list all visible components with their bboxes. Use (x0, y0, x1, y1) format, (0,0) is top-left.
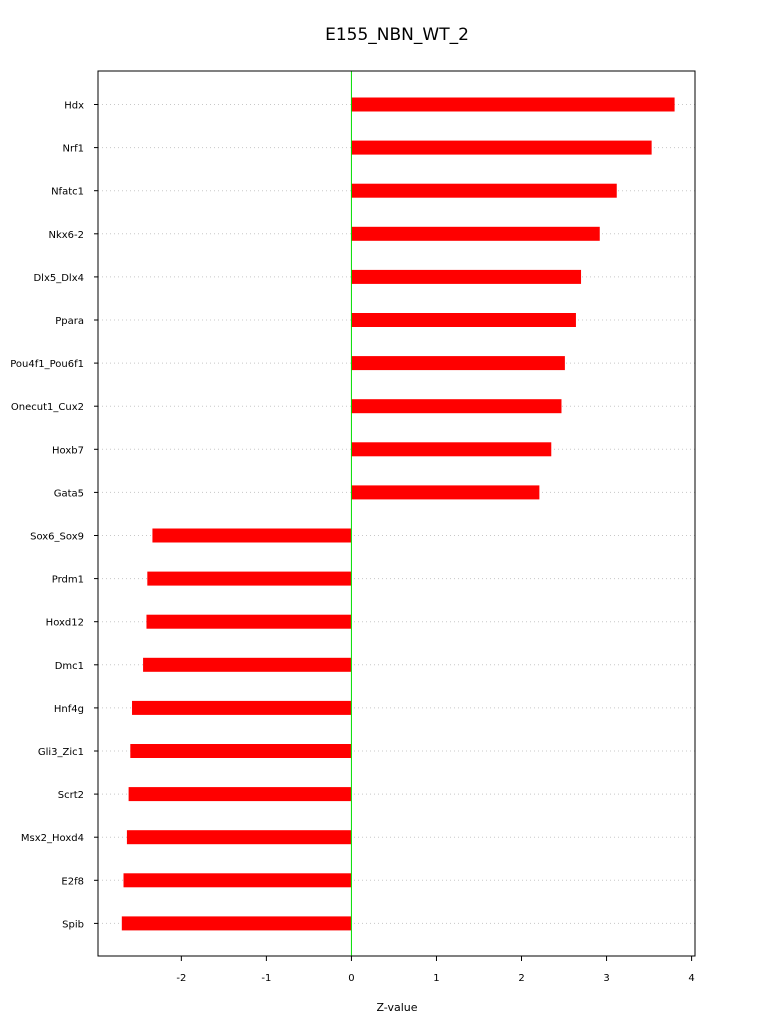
category-label: Ppara (55, 316, 84, 327)
bar (351, 184, 616, 198)
x-tick-label: 0 (348, 973, 355, 984)
bar (124, 873, 352, 887)
chart-title: E155_NBN_WT_2 (325, 25, 469, 45)
category-label: Sox6_Sox9 (30, 531, 84, 543)
bar (351, 98, 674, 112)
category-label: Hoxd12 (45, 617, 84, 629)
category-label: Nrf1 (62, 143, 84, 155)
category-label: Prdm1 (51, 574, 84, 586)
x-tick-label: 3 (603, 973, 610, 984)
bar (152, 529, 351, 543)
plot-frame (98, 71, 695, 956)
category-label: Nfatc1 (51, 186, 84, 198)
x-tick-label: 1 (433, 973, 440, 984)
x-tick-label: 4 (688, 973, 695, 984)
category-label: Dmc1 (54, 660, 84, 672)
category-label: Scrt2 (57, 790, 84, 802)
category-label: Hdx (64, 100, 84, 112)
bar (146, 615, 351, 629)
bars (122, 98, 675, 931)
bar (351, 270, 581, 284)
category-label: Gata5 (53, 488, 84, 500)
x-tick-label: -2 (176, 973, 187, 984)
bar (351, 141, 651, 155)
category-label: Dlx5_Dlx4 (33, 272, 84, 284)
bar (132, 701, 351, 715)
bar (351, 356, 564, 370)
bar (129, 787, 352, 801)
category-label: Pou4f1_Pou6f1 (10, 359, 84, 371)
x-axis-title: Z-value (376, 1001, 418, 1014)
category-labels (10, 101, 98, 931)
category-label: Hoxb7 (52, 445, 84, 457)
bar (130, 744, 351, 758)
bar (351, 227, 599, 241)
bar (143, 658, 351, 672)
x-axis (176, 956, 694, 984)
bar (351, 399, 561, 413)
bar (351, 442, 551, 456)
bar (147, 572, 351, 586)
category-label: Onecut1_Cux2 (10, 402, 84, 414)
category-label: Msx2_Hoxd4 (20, 833, 84, 845)
category-label: Spib (62, 919, 84, 931)
category-label: Hnf4g (53, 703, 84, 715)
bar (351, 485, 539, 499)
bar (127, 830, 352, 844)
bar (122, 916, 352, 930)
x-tick-label: 2 (518, 973, 525, 984)
category-label: Nkx6-2 (48, 229, 84, 241)
bar (351, 313, 576, 327)
x-tick-label: -1 (261, 973, 272, 984)
category-label: E2f8 (61, 876, 84, 888)
category-label: Gli3_Zic1 (37, 747, 84, 758)
